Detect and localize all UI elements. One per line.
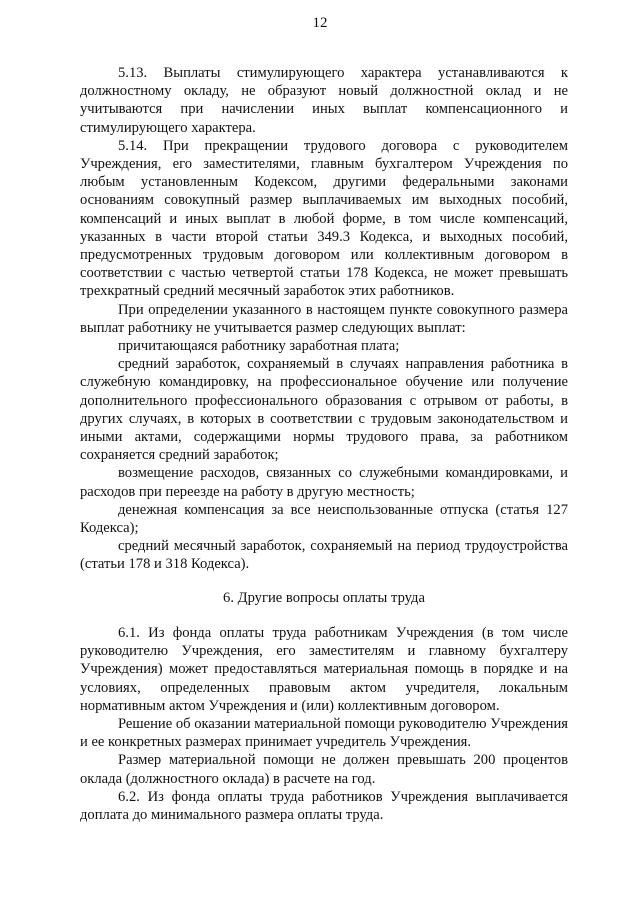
paragraph-6-2: 6.2. Из фонда оплаты труда работников Учреждения выплачивается доплата до минимального размера оплаты труда.: [80, 788, 568, 823]
section-title: 6. Другие вопросы оплаты труда: [223, 589, 425, 606]
paragraph-material-aid-limit: Размер материальной помощи не должен превышать 200 процентов оклада (должностного оклада) в расчете на год.: [80, 752, 568, 787]
list-item-vacation-compensation: денежная компенсация за все неиспользованные отпуска (статья 127 Кодекса);: [80, 501, 568, 537]
list-item-travel-expenses: возмещение расходов, связанных со служебными командировками, и расходов при переезде на работу в другую местность;: [80, 465, 568, 500]
document-body: [80, 64, 568, 824]
paragraph-material-aid-decision: Решение об оказании материальной помощи руководителю Учреждения и ее конкретных размерах принимает учредитель Учреждения.: [80, 715, 568, 751]
page-number: 12: [312, 15, 328, 31]
list-item-average-earnings: средний заработок, сохраняемый в случаях направления работника в служебную командировку, на профессиональное обучение или получение дополнительного профессионального образования с отрывом от работы, в других случаях, в которых в соответствии с трудовым законодательством и иными актами, содержащими нормы трудового права, за работником сохраняется средний заработок;: [80, 356, 568, 464]
paragraph-exclusions-intro: При определении указанного в настоящем пункте совокупного размера выплат работнику не учитывается размер следующих выплат:: [80, 301, 568, 336]
paragraph-6-1: 6.1. Из фонда оплаты труда работникам Учреждения (в том числе руководителю Учреждения, его заместителям и главному бухгалтеру Учреждения) может предоставляться материальная помощь в порядке и на условиях, определенных правовым актом учредителя, локальным нормативным актом Учреждения и (или) коллективным договором.: [80, 624, 568, 714]
paragraph-5-14: 5.14. При прекращении трудового договора с руководителем Учреждения, его заместителями, главным бухгалтером Учреждения по любым установленным Кодексом, другими федеральными законами основаниям совокупный размер выплачиваемых им выходных пособий, компенсаций и иных выплат в любой форме, в том числе компенсаций, указанных в части второй статьи 349.3 Кодекса, и выходных пособий, предусмотренных трудовым договором или коллективным договором в соответствии с частью четвертой статьи 178 Кодекса, не может превышать трехкратный средний месячный заработок этих работников.: [80, 137, 568, 300]
paragraph-5-13: 5.13. Выплаты стимулирующего характера устанавливаются к должностному окладу, не образуют новый должностной оклад и не учитываются при начислении иных выплат компенсационного и стимулирующего характера.: [80, 65, 568, 136]
list-item-employment-earnings: средний месячный заработок, сохраняемый на период трудоустройства (статьи 178 и 318 Кодекса).: [80, 538, 568, 573]
list-item-salary: причитающаяся работнику заработная плата;: [118, 338, 400, 355]
